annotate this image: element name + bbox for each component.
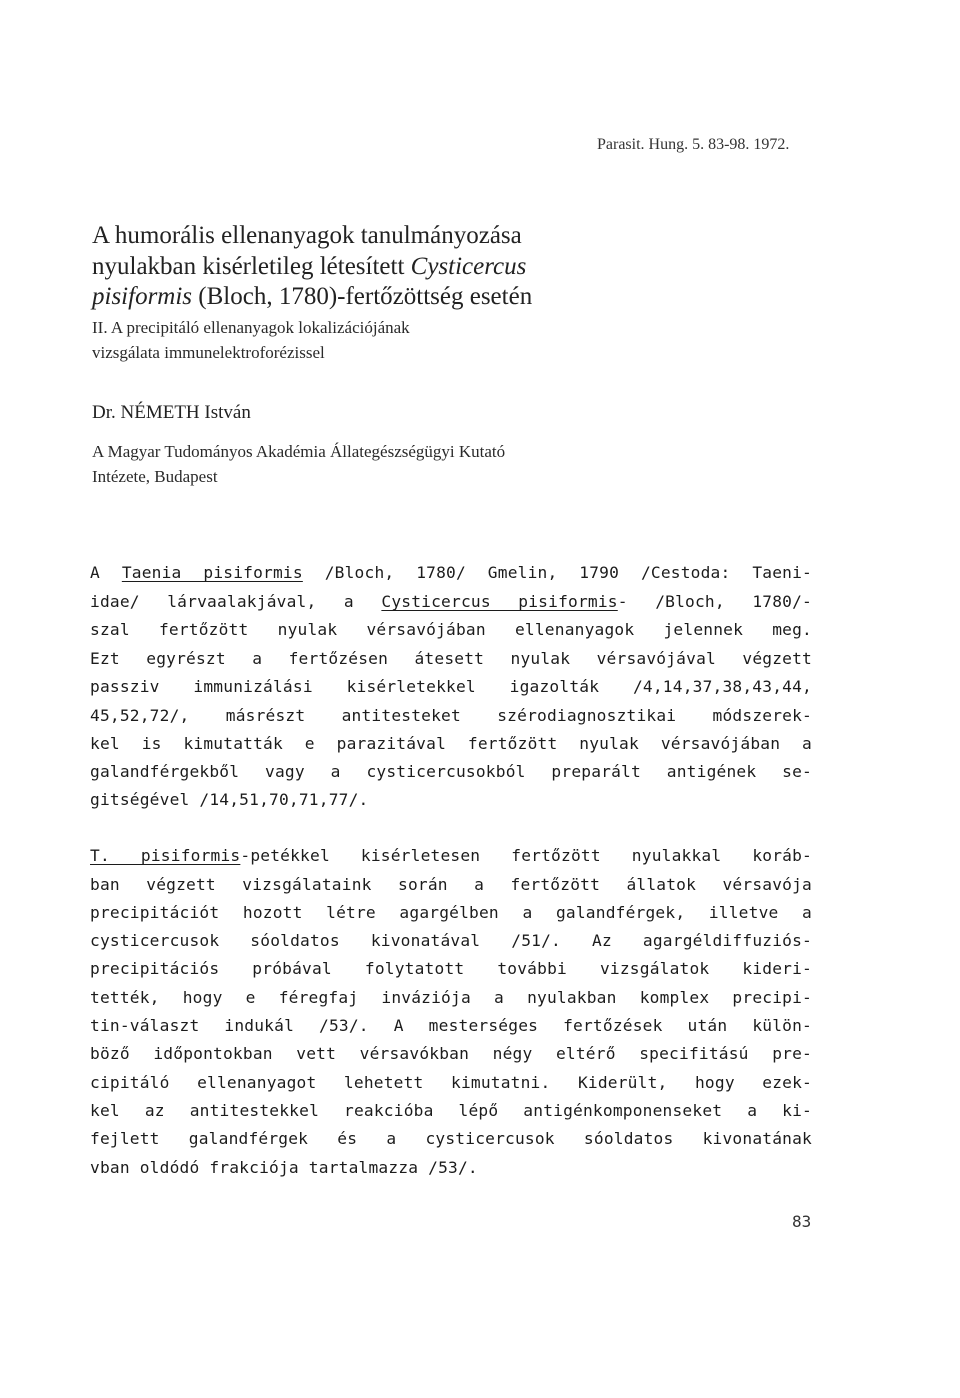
paragraph-2-line: cipitáló ellenanyagot lehetett kimutatni. Kiderült, hogy ezek-: [90, 1073, 812, 1092]
title-text: (Bloch, 1780)-fertőzöttség esetén: [192, 283, 533, 310]
paragraph-1-line: passziv immunizálási kisérletekkel igazolták /4,14,37,38,43,44,: [90, 677, 812, 696]
paragraph-1-line: [90, 592, 812, 611]
species-name: Taenia pisiformis: [121, 563, 303, 582]
paragraph-2-line: vban oldódó frakciója tartalmazza /53/.: [90, 1158, 478, 1177]
affiliation-line-1: A Magyar Tudományos Akadémia Állategészségügyi Kutató: [92, 442, 506, 461]
author-name: Dr. NÉMETH István: [92, 402, 251, 423]
text-run: -petékkel kisérletesen fertőzött nyulakkal koráb-: [240, 846, 813, 865]
paragraph-2-line: ban végzett vizsgálataink során a fertőzött állatok vérsavója: [90, 875, 812, 894]
paragraph-2-line: kel az antitestekkel reakcióba lépő antigénkomponenseket a ki-: [90, 1101, 812, 1120]
paragraph-1-line: [90, 563, 812, 582]
paragraph-2-line: [90, 846, 812, 865]
text-run: A: [90, 563, 122, 582]
title-italic-genus: Cysticercus: [410, 253, 527, 280]
paragraph-1-line: gitségével /14,51,70,71,77/.: [90, 790, 369, 809]
paragraph-2-line: böző időpontokban vett vérsavókban négy eltérő specifitású pre-: [90, 1044, 812, 1063]
paragraph-2-line: precipitációt hozott létre agargélben a galandférgek, illetve a: [90, 903, 812, 922]
subtitle-line-2: vizsgálata immunelektroforézissel: [92, 343, 325, 362]
text-run: - /Bloch, 1780/-: [617, 592, 812, 611]
title-line-2: [92, 253, 526, 281]
title-line-3: [92, 283, 532, 311]
paragraph-1-line: galandférgekből vagy a cysticercusokból preparált antigének se-: [90, 762, 812, 781]
paragraph-1-line: Ezt egyrészt a fertőzésen átesett nyulak vérsavójával végzett: [90, 649, 812, 668]
paragraph-1-line: kel is kimutatták e parazitával fertőzött nyulak vérsavójában a: [90, 734, 812, 753]
species-name: Cysticercus pisiformis: [381, 592, 618, 611]
paragraph-2-line: tin-választ indukál /53/. A mesterséges fertőzések után külön-: [90, 1016, 812, 1035]
text-run: /Bloch, 1780/ Gmelin, 1790 /Cestoda: Taeni-: [302, 563, 812, 582]
paragraph-2-line: cysticercusok sóoldatos kivonatával /51/. Az agargéldiffuziós-: [90, 931, 812, 950]
text-run: idae/ lárvaalakjával, a: [90, 592, 382, 611]
affiliation-line-2: Intézete, Budapest: [92, 467, 218, 486]
title-line-1: A humorális ellenanyagok tanulmányozása: [92, 222, 522, 249]
paragraph-2-line: fejlett galandférgek és a cysticercusok sóoldatos kivonatának: [90, 1129, 812, 1148]
paragraph-2-line: tették, hogy e féregfaj inváziója a nyulakban komplex precipi-: [90, 988, 812, 1007]
paragraph-2-line: precipitációs próbával folytatott további vizsgálatok kideri-: [90, 959, 812, 978]
title-text: nyulakban kisérletileg létesített: [92, 253, 411, 280]
paragraph-1-line: 45,52,72/, másrészt antitesteket szérodiagnosztikai módszerek-: [90, 706, 812, 725]
page-number: 83: [792, 1212, 812, 1231]
subtitle-line-1: II. A precipitáló ellenanyagok lokalizációjának: [92, 318, 410, 337]
paragraph-1-line: szal fertőzött nyulak vérsavójában ellenanyagok jelennek meg.: [90, 620, 812, 639]
journal-citation: Parasit. Hung. 5. 83-98. 1972.: [597, 136, 790, 153]
species-name: T. pisiformis: [90, 846, 241, 865]
title-italic-species: pisiformis: [92, 283, 193, 310]
